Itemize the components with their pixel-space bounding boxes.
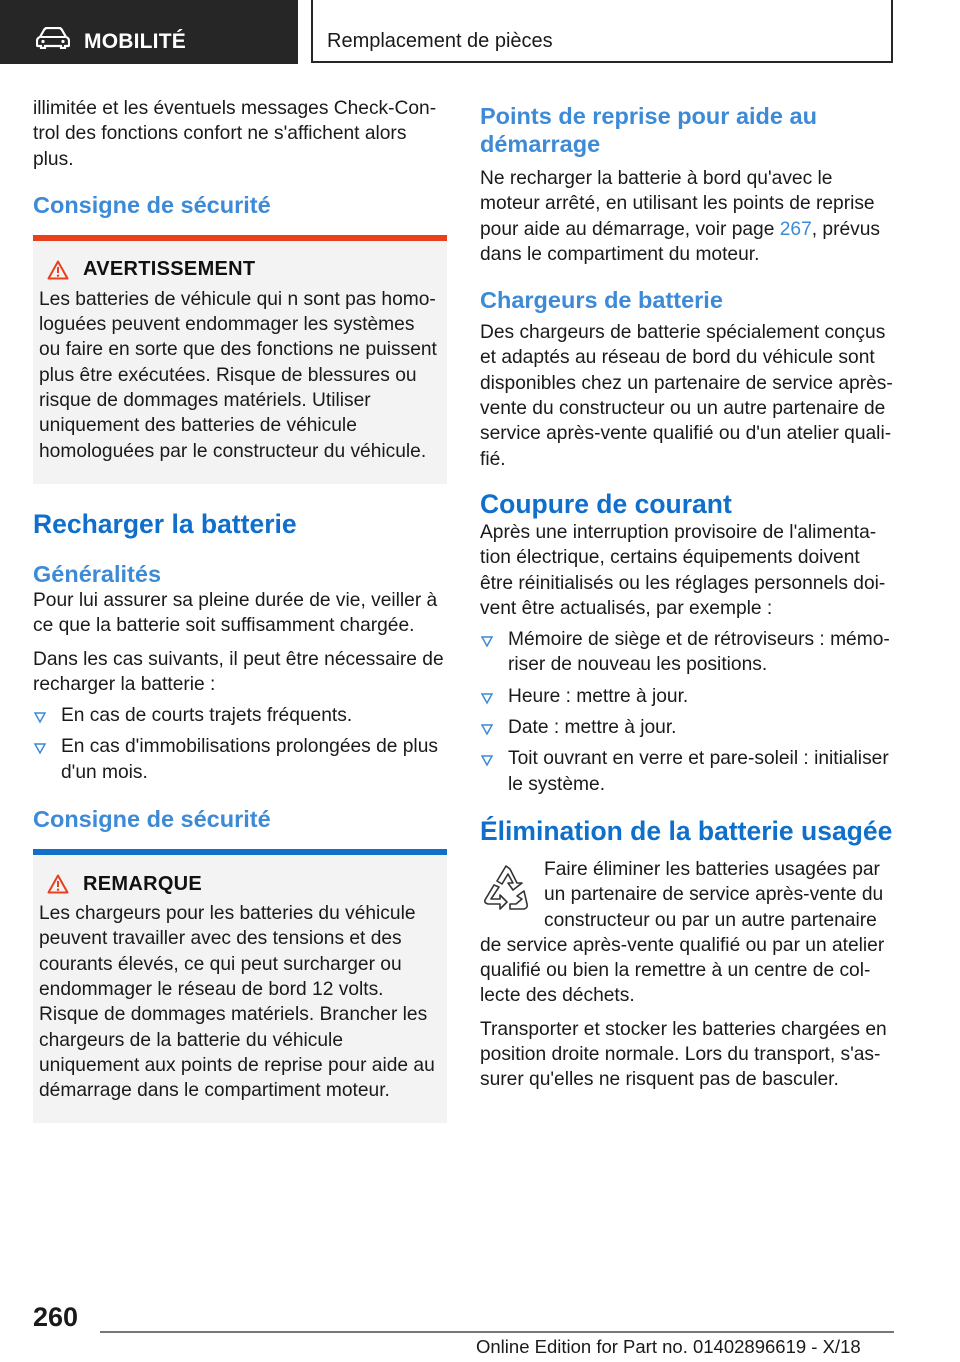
safety-heading-1: Consigne de sécurité bbox=[33, 191, 271, 218]
section-tab bbox=[0, 0, 298, 64]
section-tab-label: MOBILITÉ bbox=[84, 30, 186, 53]
jump-start-heading: Points de reprise pour aide au démarrage bbox=[480, 103, 817, 157]
warning-triangle-icon bbox=[47, 874, 69, 894]
chapter-title: Remplacement de pièces bbox=[327, 30, 553, 52]
general-paragraph-1: Pour lui assurer sa pleine durée de vie, veiller à ce que la batterie soit suffisamment chargée. bbox=[33, 589, 438, 637]
safety-heading-2: Consigne de sécurité bbox=[33, 806, 271, 833]
general-heading: Généralités bbox=[33, 560, 162, 587]
cases-list bbox=[33, 703, 447, 785]
footer-divider bbox=[100, 1331, 894, 1333]
notice-label: REMARQUE bbox=[83, 872, 203, 895]
warning-bar bbox=[33, 235, 447, 241]
disposal-paragraph: Faire éliminer les batteries usagées par un partenaire de service après-vente du constructeur ou par un autre partenaire de service après-vente qualifié ou par un atelier qualifié ou bien la remettre à un centre de collecte des déchets. bbox=[480, 858, 885, 1007]
warning-label: AVERTISSEMENT bbox=[83, 258, 256, 281]
jump-start-paragraph: Ne recharger la batterie à bord qu'avec le moteur arrêté, en utilisant les points de reprise pour aide au démarrage, voir page 267, prévus dans le compartiment du moteur. bbox=[480, 168, 881, 265]
list-item: Mémoire de siège et de rétroviseurs : mémoriser de nouveau les positions. bbox=[480, 627, 896, 678]
edition-text: Online Edition for Part no. 01402896619 - X/18 bbox=[476, 1336, 861, 1357]
warning-text: Les batteries de véhicule qui n sont pas homologuées peuvent endommager les systèmes ou faire en sorte que des fonctions ne puissent plus être exécutées. Risque de blessures ou risque de dommages matériels. Utiliser uniquement des batteries de véhicule homologuées par le constructeur du véhicule. bbox=[39, 288, 437, 462]
recharge-heading: Recharger la batterie bbox=[33, 508, 297, 539]
list-item: Heure : mettre à jour. bbox=[480, 684, 896, 709]
power-cut-list bbox=[480, 627, 896, 797]
notice-text: Les chargeurs pour les batteries du véhicule peuvent travailler avec des tensions et des courants élevés, ce qui peut surcharger ou endommager le réseau de bord 12 volts. Risque de dommages matériels. Brancher les chargeurs de la batterie du véhicule uniquement aux points de reprise pour aide au démarrage dans le compartiment moteur. bbox=[39, 903, 435, 1102]
bullet-triangle-icon bbox=[481, 636, 493, 648]
power-cut-paragraph: Après une interruption provisoire de l'alimentation électrique, certains équipements doivent être réinitialisés ou les réglages personnels doivent être actualisés, par exemple : bbox=[480, 521, 886, 619]
notice-bar bbox=[33, 849, 447, 855]
chargers-paragraph: Des chargeurs de batterie spécialement conçus et adaptés au réseau de bord du véhicule sont disponibles chez un partenaire de service après-vente du constructeur ou un autre partenaire de service après-vente qualifié ou d'un atelier qualifié. bbox=[480, 322, 893, 470]
chargers-heading: Chargeurs de batterie bbox=[480, 287, 723, 314]
notice-box bbox=[33, 849, 447, 1123]
intro-paragraph: illimitée et les éventuels messages Check-Control des fonctions confort ne s'affichent alors plus. bbox=[33, 98, 437, 170]
list-item: Date : mettre à jour. bbox=[480, 715, 896, 740]
bullet-triangle-icon bbox=[481, 724, 493, 736]
bullet-triangle-icon bbox=[34, 712, 46, 724]
left-column bbox=[33, 96, 447, 1123]
list-item: En cas de courts trajets fréquents. bbox=[33, 703, 447, 728]
warning-triangle-icon bbox=[47, 260, 69, 280]
chapter-header bbox=[311, 0, 893, 63]
page-number: 260 bbox=[33, 1302, 79, 1332]
car-icon bbox=[36, 27, 70, 49]
right-column bbox=[480, 96, 896, 1093]
list-item: En cas d'immobilisations prolongées de plus d'un mois. bbox=[33, 734, 447, 785]
bullet-triangle-icon bbox=[34, 743, 46, 755]
page-link[interactable]: 267 bbox=[779, 218, 812, 240]
disposal-block bbox=[480, 857, 896, 1009]
list-item: Toit ouvrant en verre et pare-soleil : initialiser le système. bbox=[480, 746, 896, 797]
power-cut-heading: Coupure de courant bbox=[480, 488, 732, 519]
warning-box bbox=[33, 235, 447, 484]
bullet-triangle-icon bbox=[481, 693, 493, 705]
bullet-triangle-icon bbox=[481, 755, 493, 767]
recycle-icon bbox=[480, 863, 532, 913]
transport-paragraph: Transporter et stocker les batteries chargées en position droite normale. Lors du transport, s'assurer qu'elles ne risquent pas de basculer. bbox=[480, 1018, 887, 1091]
disposal-heading: Élimination de la batterie usagée bbox=[480, 815, 893, 846]
general-paragraph-2: Dans les cas suivants, il peut être nécessaire de recharger la batterie : bbox=[33, 648, 444, 695]
